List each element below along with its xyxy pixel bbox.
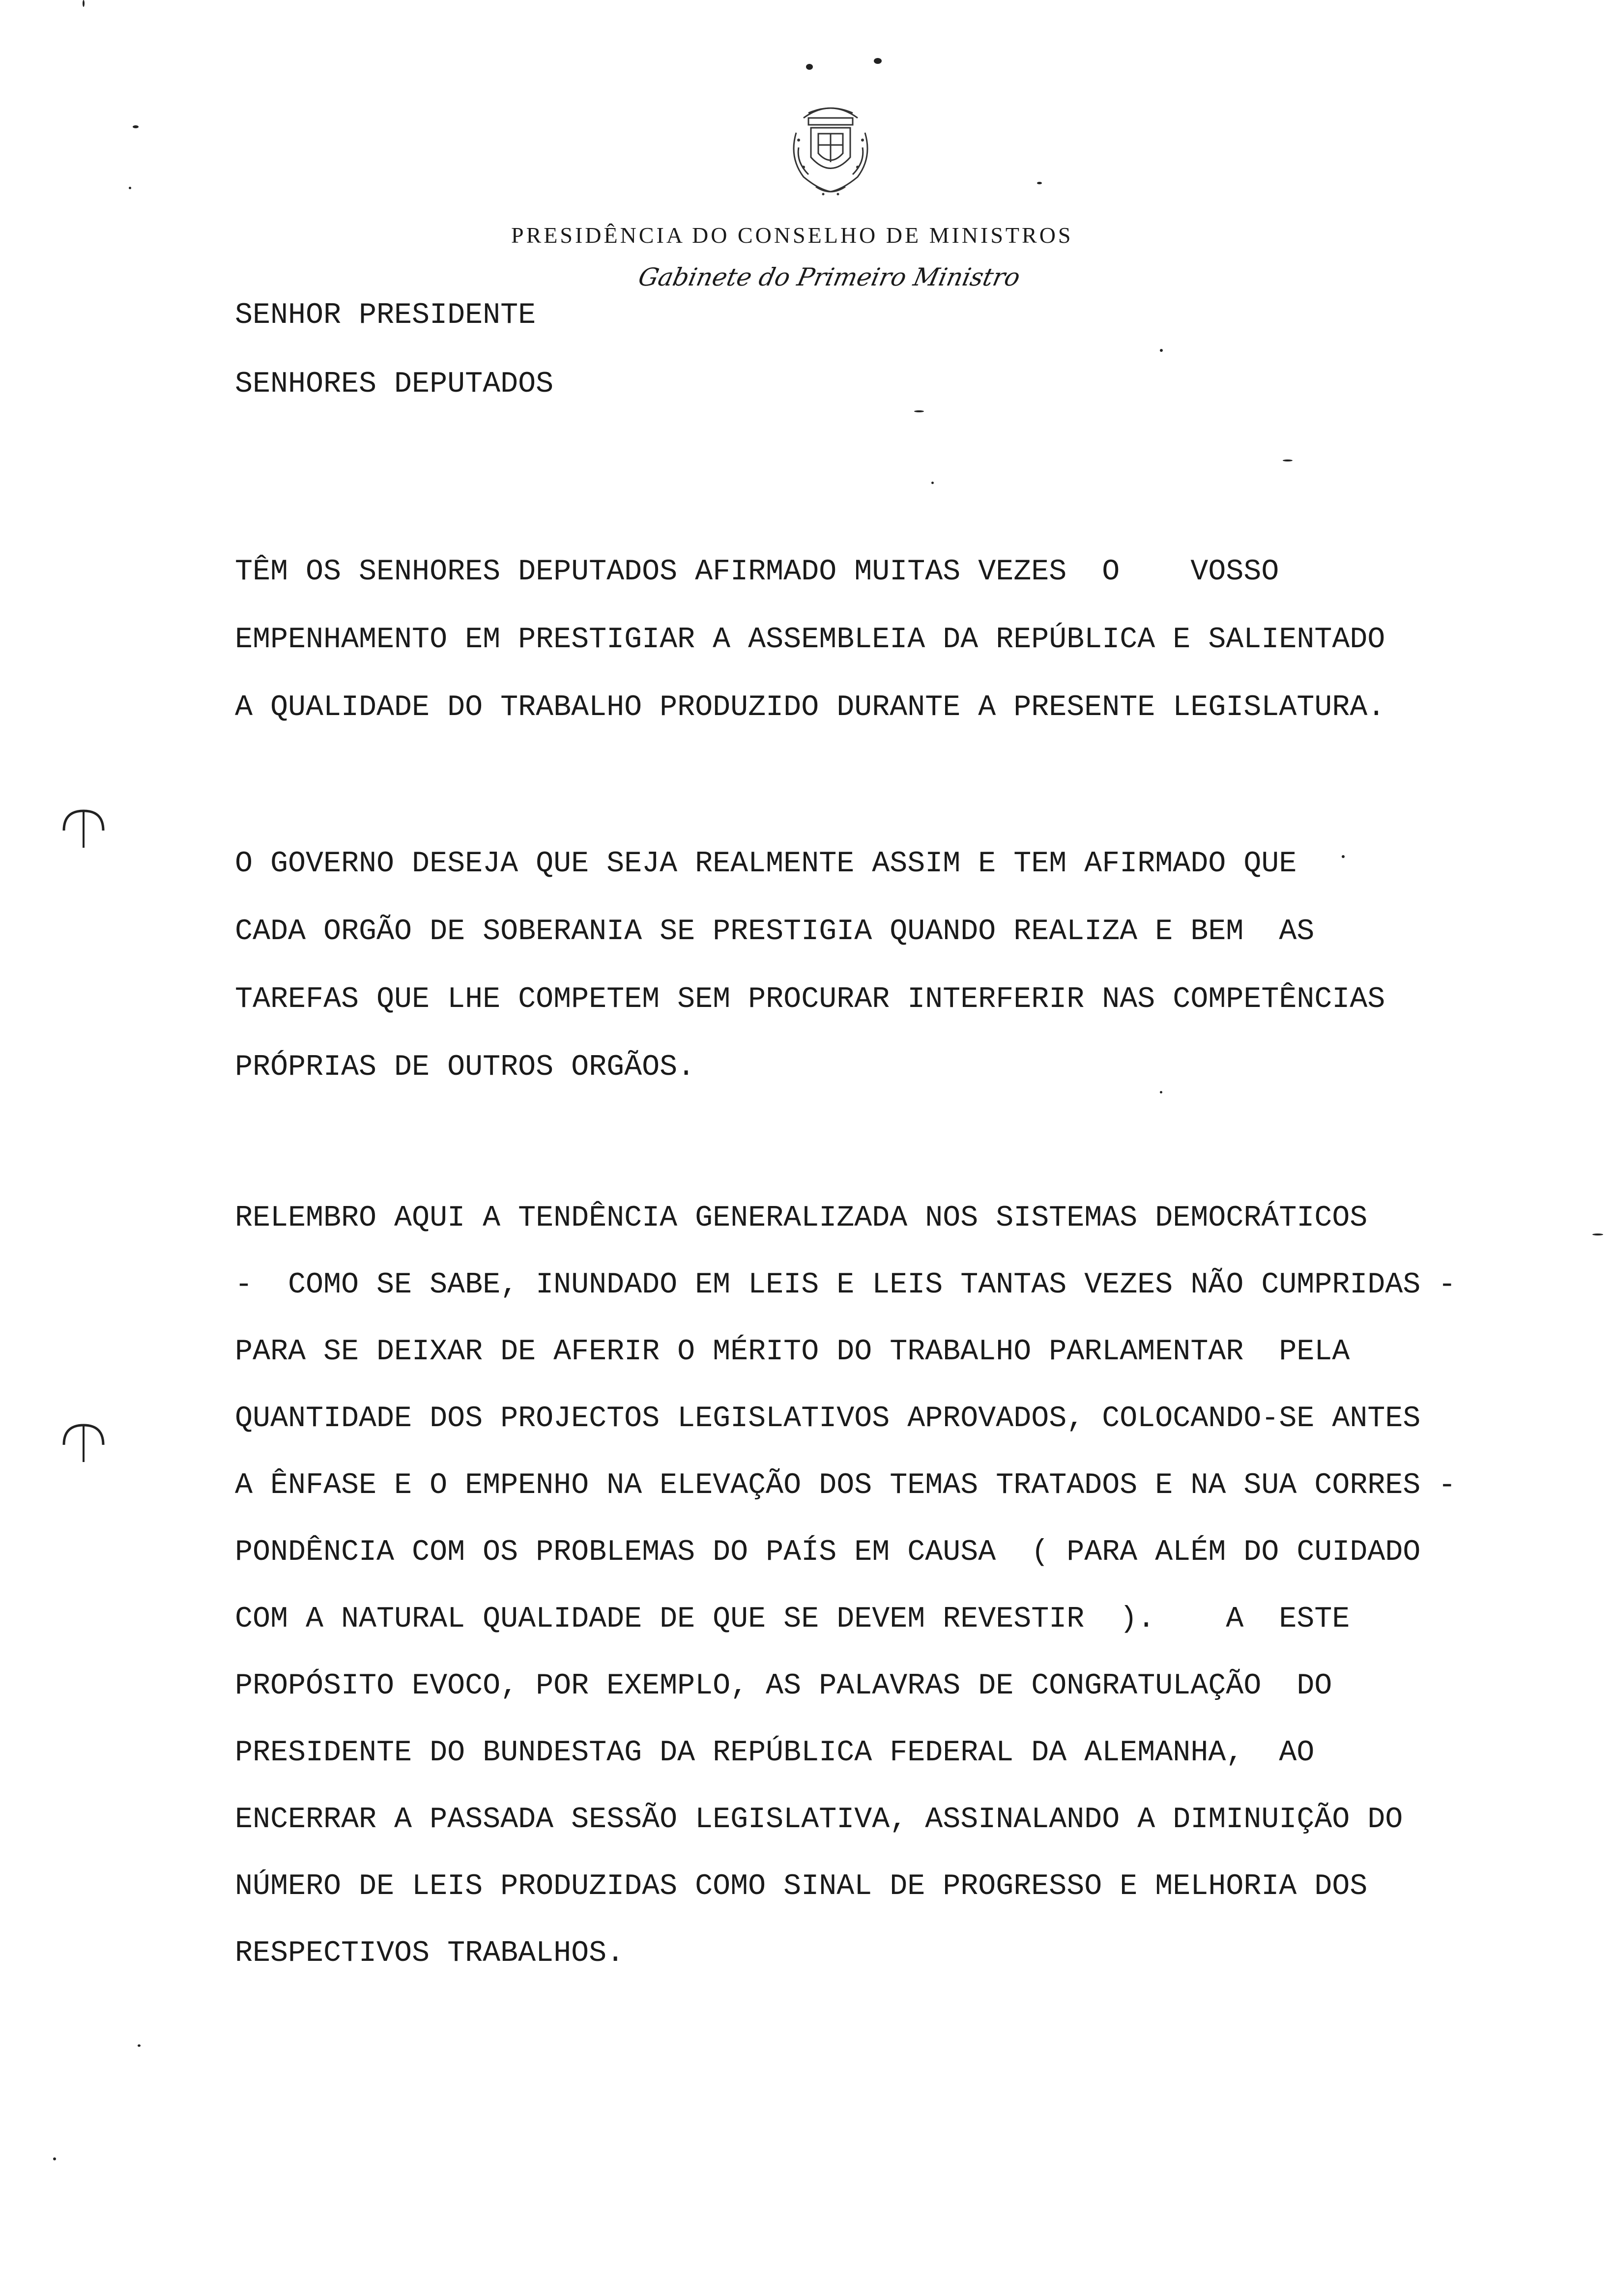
organization-name: PRESIDÊNCIA DO CONSELHO DE MINISTROS (511, 223, 1073, 248)
scan-speck (1160, 1091, 1162, 1093)
text-line: ENCERRAR A PASSADA SESSÃO LEGISLATIVA, ASSINALANDO A DIMINUIÇÃO DO (235, 1803, 1403, 1837)
scan-speck (931, 482, 934, 484)
punch-hole-mark-icon (59, 1418, 108, 1467)
text-line: TAREFAS QUE LHE COMPETEM SEM PROCURAR INTERFERIR NAS COMPETÊNCIAS (235, 983, 1385, 1016)
text-line: NÚMERO DE LEIS PRODUZIDAS COMO SINAL DE PROGRESSO E MELHORIA DOS (235, 1870, 1368, 1903)
text-line: PRESIDENTE DO BUNDESTAG DA REPÚBLICA FEDERAL DA ALEMANHA, AO (235, 1736, 1315, 1770)
scan-speck (874, 58, 882, 64)
text-line: PARA SE DEIXAR DE AFERIR O MÉRITO DO TRABALHO PARLAMENTAR PELA (235, 1335, 1350, 1369)
text-line: A QUALIDADE DO TRABALHO PRODUZIDO DURANTE A PRESENTE LEGISLATURA. (235, 691, 1385, 724)
text-line: A ÊNFASE E O EMPENHO NA ELEVAÇÃO DOS TEMAS TRATADOS E NA SUA CORRES - (235, 1469, 1456, 1502)
text-line: TÊM OS SENHORES DEPUTADOS AFIRMADO MUITAS VEZES O VOSSO (235, 555, 1279, 589)
text-line: COM A NATURAL QUALIDADE DE QUE SE DEVEM REVESTIR ). A ESTE (235, 1603, 1350, 1636)
scan-speck (914, 410, 924, 412)
salutation-line-2: SENHORES DEPUTADOS (235, 368, 554, 401)
scan-speck (1037, 182, 1042, 184)
scan-speck (129, 187, 131, 189)
scan-speck (133, 125, 139, 128)
punch-hole-mark-icon (59, 804, 108, 853)
scan-speck (1160, 349, 1163, 352)
text-line: PONDÊNCIA COM OS PROBLEMAS DO PAÍS EM CAUSA ( PARA ALÉM DO CUIDADO (235, 1536, 1421, 1569)
text-line: RESPECTIVOS TRABALHOS. (235, 1937, 625, 1970)
scan-speck (1283, 459, 1293, 461)
text-line: CADA ORGÃO DE SOBERANIA SE PRESTIGIA QUANDO REALIZA E BEM AS (235, 915, 1315, 948)
salutation-line-1: SENHOR PRESIDENTE (235, 299, 536, 332)
scan-speck (1592, 1234, 1603, 1235)
office-name-script: Gabinete do Primeiro Ministro (635, 263, 1023, 291)
scan-speck (83, 0, 85, 7)
paragraph-3 (235, 1185, 1601, 1987)
paragraph-1 (235, 538, 1601, 742)
text-line: QUANTIDADE DOS PROJECTOS LEGISLATIVOS APROVADOS, COLOCANDO-SE ANTES (235, 1402, 1421, 1435)
text-line: O GOVERNO DESEJA QUE SEJA REALMENTE ASSIM E TEM AFIRMADO QUE (235, 847, 1297, 881)
paragraph-2 (235, 830, 1601, 1101)
coat-of-arms-seal (769, 88, 892, 206)
text-line: - COMO SE SABE, INUNDADO EM LEIS E LEIS TANTAS VEZES NÃO CUMPRIDAS - (235, 1268, 1456, 1302)
letter-body (235, 538, 1601, 2075)
text-line: EMPENHAMENTO EM PRESTIGIAR A ASSEMBLEIA DA REPÚBLICA E SALIENTADO (235, 623, 1385, 657)
scan-speck (53, 2157, 56, 2160)
text-line: PROPÓSITO EVOCO, POR EXEMPLO, AS PALAVRAS DE CONGRATULAÇÃO DO (235, 1669, 1332, 1703)
scan-speck (138, 2044, 141, 2047)
text-line: PRÓPRIAS DE OUTROS ORGÃOS. (235, 1051, 695, 1084)
scan-speck (806, 64, 813, 70)
scan-speck (1342, 855, 1345, 858)
text-line: RELEMBRO AQUI A TENDÊNCIA GENERALIZADA NOS SISTEMAS DEMOCRÁTICOS (235, 1202, 1368, 1235)
